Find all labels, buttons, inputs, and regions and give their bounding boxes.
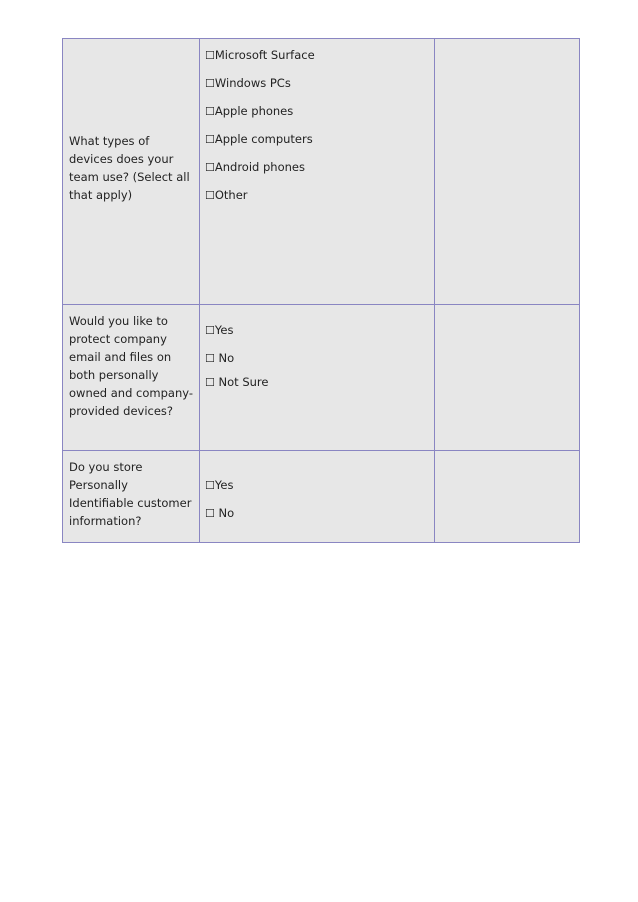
option-label: Apple phones [214, 104, 294, 118]
question-cell [63, 305, 200, 451]
options-cell [200, 305, 435, 451]
checkbox-icon[interactable]: ☐ [205, 77, 215, 90]
option-not-sure[interactable] [205, 373, 434, 401]
question-text: Do you store Personally Identifiable customer information? [69, 460, 192, 528]
option-label: Microsoft Surface [214, 48, 315, 62]
option-label: Other [214, 188, 248, 202]
option-apple-phones[interactable] [205, 102, 434, 130]
option-yes[interactable] [205, 321, 434, 349]
notes-cell [435, 305, 580, 451]
question-text: What types of devices does your team use? (Select all that apply) [69, 134, 190, 202]
option-yes[interactable] [205, 476, 434, 504]
table-row [63, 451, 580, 543]
question-cell [63, 39, 200, 305]
option-label: Apple computers [214, 132, 313, 146]
option-label: Not Sure [214, 375, 269, 389]
option-label: Windows PCs [214, 76, 291, 90]
checkbox-icon[interactable]: ☐ [205, 49, 215, 62]
notes-cell [435, 39, 580, 305]
option-list [200, 39, 434, 214]
checkbox-icon[interactable]: ☐ [205, 507, 215, 520]
checkbox-icon[interactable]: ☐ [205, 376, 215, 389]
option-other[interactable] [205, 186, 434, 214]
checkbox-icon[interactable]: ☐ [205, 189, 215, 202]
checkbox-icon[interactable]: ☐ [205, 105, 215, 118]
option-microsoft-surface[interactable] [205, 46, 434, 74]
option-label: No [214, 506, 235, 520]
questionnaire-table [62, 38, 580, 543]
option-label: No [214, 351, 235, 365]
option-no[interactable] [205, 349, 434, 373]
option-android-phones[interactable] [205, 158, 434, 186]
notes-cell [435, 451, 580, 543]
question-text: Would you like to protect company email and files on both personally owned and company-provided devices? [69, 314, 194, 418]
table-row [63, 39, 580, 305]
option-label: Android phones [214, 160, 305, 174]
options-cell [200, 39, 435, 305]
checkbox-icon[interactable]: ☐ [205, 133, 215, 146]
option-list [200, 305, 434, 401]
question-cell [63, 451, 200, 543]
checkbox-icon[interactable]: ☐ [205, 479, 215, 492]
options-cell [200, 451, 435, 543]
option-list [200, 451, 434, 532]
option-label: Yes [214, 478, 234, 492]
option-windows-pcs[interactable] [205, 74, 434, 102]
table-row [63, 305, 580, 451]
checkbox-icon[interactable]: ☐ [205, 324, 215, 337]
checkbox-icon[interactable]: ☐ [205, 352, 215, 365]
option-no[interactable] [205, 504, 434, 532]
option-label: Yes [214, 323, 234, 337]
option-apple-computers[interactable] [205, 130, 434, 158]
checkbox-icon[interactable]: ☐ [205, 161, 215, 174]
